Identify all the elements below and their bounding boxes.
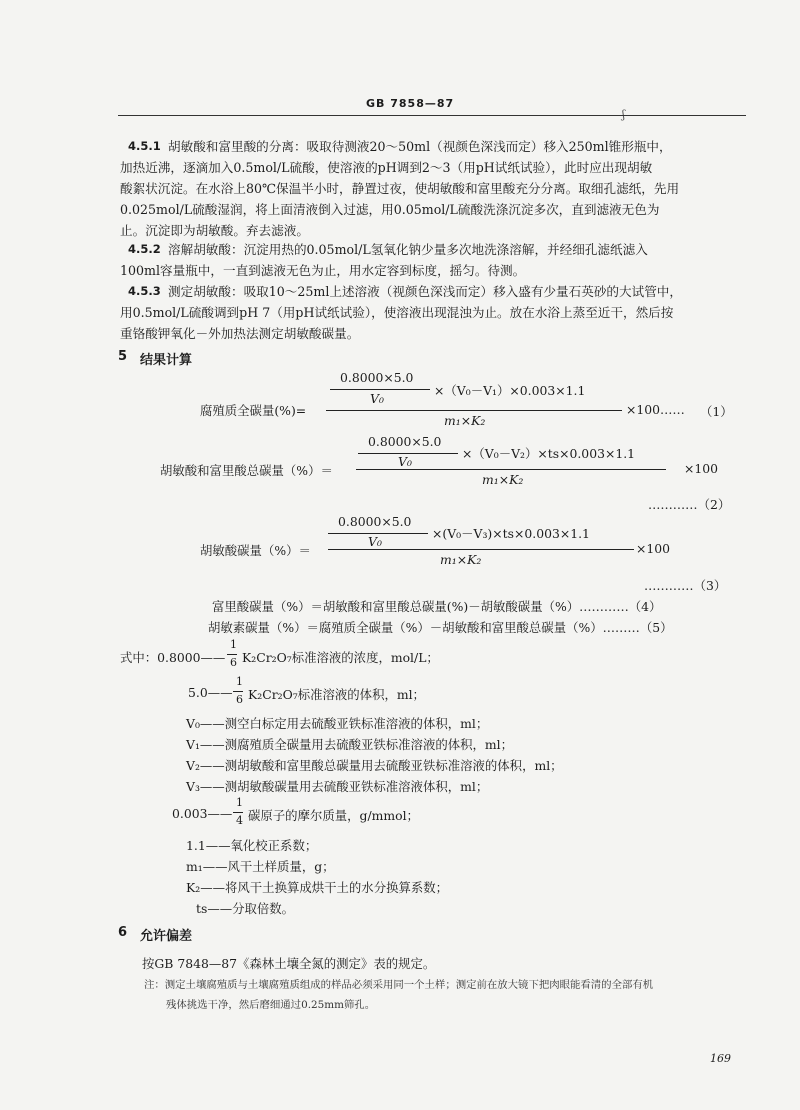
paragraph-line: 重铬酸钾氧化－外加热法测定胡敏酸碳量。: [120, 326, 360, 341]
def-v2: V₂——测胡敏酸和富里酸总碳量用去硫酸亚铁标准溶液的体积，ml；: [186, 758, 563, 773]
formula-tail: ×100……: [626, 402, 685, 417]
paragraph-line: 测定胡敏酸：吸取10～25ml上述溶液（视颜色深浅而定）移入盛有少量石英砂的大试管中，: [168, 284, 682, 299]
frac-num: 1: [236, 796, 243, 809]
paragraph-line: 酸絮状沉淀。在水浴上80℃保温半小时，静置过夜，使胡敏酸和富里酸充分分离。取细孔滤纸，先用: [120, 181, 680, 196]
formula-label: 腐殖质全碳量(%)=: [200, 403, 307, 418]
def-text: K₂Cr₂O₇标准溶液的体积，ml；: [248, 687, 425, 702]
numerator-rest: ×（V₀－V₁）×0.003×1.1: [434, 383, 586, 398]
clause-number: 4.5.3: [128, 284, 161, 298]
note-line: 残体挑选干净，然后磨细通过0.25mm筛孔。: [166, 999, 376, 1011]
frac-num: 1: [236, 675, 243, 688]
fraction-bar: [227, 654, 237, 655]
formula-4: 富里酸碳量（%）＝胡敏酸和富里酸总碳量(%)－胡敏酸碳量（%）…………（4）: [212, 599, 662, 614]
def-prefix: 式中：0.8000——: [120, 650, 226, 665]
section-title: 允许偏差: [140, 929, 193, 944]
equation-number: （1）: [700, 404, 733, 419]
paragraph-line: 止。沉淀即为胡敏酸。弃去滤液。: [120, 223, 309, 238]
paragraph-line: 胡敏酸和富里酸的分离：吸取待测液20～50ml（视颜色深浅而定）移入250ml锥形瓶中，: [168, 139, 672, 154]
coef-denominator: V₀: [398, 454, 412, 469]
section-title: 结果计算: [140, 353, 193, 368]
frac-num: 1: [230, 638, 237, 651]
section-number: 5: [118, 349, 128, 364]
numerator-rest: ×(V₀－V₃)×ts×0.003×1.1: [432, 526, 590, 541]
def-v1: V₁——测腐殖质全碳量用去硫酸亚铁标准溶液的体积，ml；: [186, 737, 514, 752]
main-fraction-bar: [326, 410, 622, 411]
def-m1: m₁——风干土样质量，g；: [186, 859, 335, 874]
equation-number: …………（3）: [644, 578, 727, 593]
coef-numerator: 0.8000×5.0: [368, 434, 442, 449]
formula-label: 胡敏酸和富里酸总碳量（%）＝: [160, 463, 333, 478]
denominator: m₁×K₂: [482, 472, 524, 487]
clause-number: 4.5.2: [128, 242, 161, 256]
fraction-bar: [233, 691, 243, 692]
section-number: 6: [118, 925, 128, 940]
formula-tail: ×100: [636, 541, 671, 556]
def-c11: 1.1——氧化校正系数；: [186, 838, 318, 853]
main-fraction-bar: [328, 549, 634, 550]
coef-denominator: V₀: [370, 391, 384, 406]
coef-numerator: 0.8000×5.0: [338, 514, 412, 529]
frac-den: 6: [230, 656, 237, 669]
def-v0: V₀——测空白标定用去硫酸亚铁标准溶液的体积，ml；: [186, 716, 489, 731]
paragraph-line: 加热近沸，逐滴加入0.5mol/L硫酸，使溶液的pH调到2～3（用pH试纸试验），此时应出现胡敏: [120, 160, 653, 175]
formula-label: 胡敏酸碳量（%）＝: [200, 543, 311, 558]
note-line: 注：测定土壤腐殖质与土壤腐殖质组成的样品必须采用同一个土样；测定前在放大镜下把肉眼能看清的全部有机: [144, 979, 654, 991]
paragraph-line: 0.025mol/L硫酸湿润，将上面清液倒入过滤，用0.05mol/L硫酸洗涤沉淀多次，直到滤液无色为: [120, 202, 660, 217]
page-number: 169: [710, 1052, 731, 1065]
frac-den: 4: [236, 814, 243, 827]
paragraph-line: 100ml容量瓶中，一直到滤液无色为止，用水定容到标度，摇匀。待测。: [120, 263, 526, 278]
standard-code: GB 7858—87: [366, 97, 455, 110]
frac-den: 6: [236, 693, 243, 706]
def-k2: K₂——将风干土换算成烘干土的水分换算系数；: [186, 880, 449, 895]
def-ts: ts——分取倍数。: [196, 901, 295, 916]
def-text: K₂Cr₂O₇标准溶液的浓度，mol/L；: [242, 650, 439, 665]
clause-number: 4.5.1: [128, 139, 161, 153]
coef-numerator: 0.8000×5.0: [340, 370, 414, 385]
tolerance-text: 按GB 7848—87《森林土壤全氮的测定》表的规定。: [142, 956, 436, 971]
def-v3: V₃——测胡敏酸碳量用去硫酸亚铁标准溶液体积，ml；: [186, 779, 489, 794]
formula-5: 胡敏素碳量（%）＝腐殖质全碳量（%）－胡敏酸和富里酸总碳量（%）………（5）: [208, 620, 673, 635]
denominator: m₁×K₂: [444, 413, 486, 428]
paragraph-line: 溶解胡敏酸：沉淀用热的0.05mol/L氢氧化钠少量多次地洗涤溶解，并经细孔滤纸滤入: [168, 242, 648, 257]
equation-number: …………（2）: [648, 497, 731, 512]
numerator-rest: ×（V₀－V₂）×ts×0.003×1.1: [462, 446, 636, 461]
coef-denominator: V₀: [368, 534, 382, 549]
def-text: 碳原子的摩尔质量，g/mmol；: [248, 808, 419, 823]
main-fraction-bar: [356, 469, 666, 470]
def-prefix: 0.003——: [172, 806, 233, 821]
denominator: m₁×K₂: [440, 552, 482, 567]
fraction-bar: [233, 812, 243, 813]
header-rule: [118, 115, 746, 116]
formula-tail: ×100: [684, 461, 719, 476]
paragraph-line: 用0.5mol/L硫酸调到pH 7（用pH试纸试验），使溶液出现混浊为止。放在水浴上蒸至近干，然后按: [120, 305, 674, 320]
fraction-bar: [330, 389, 430, 390]
def-prefix: 5.0——: [188, 685, 233, 700]
